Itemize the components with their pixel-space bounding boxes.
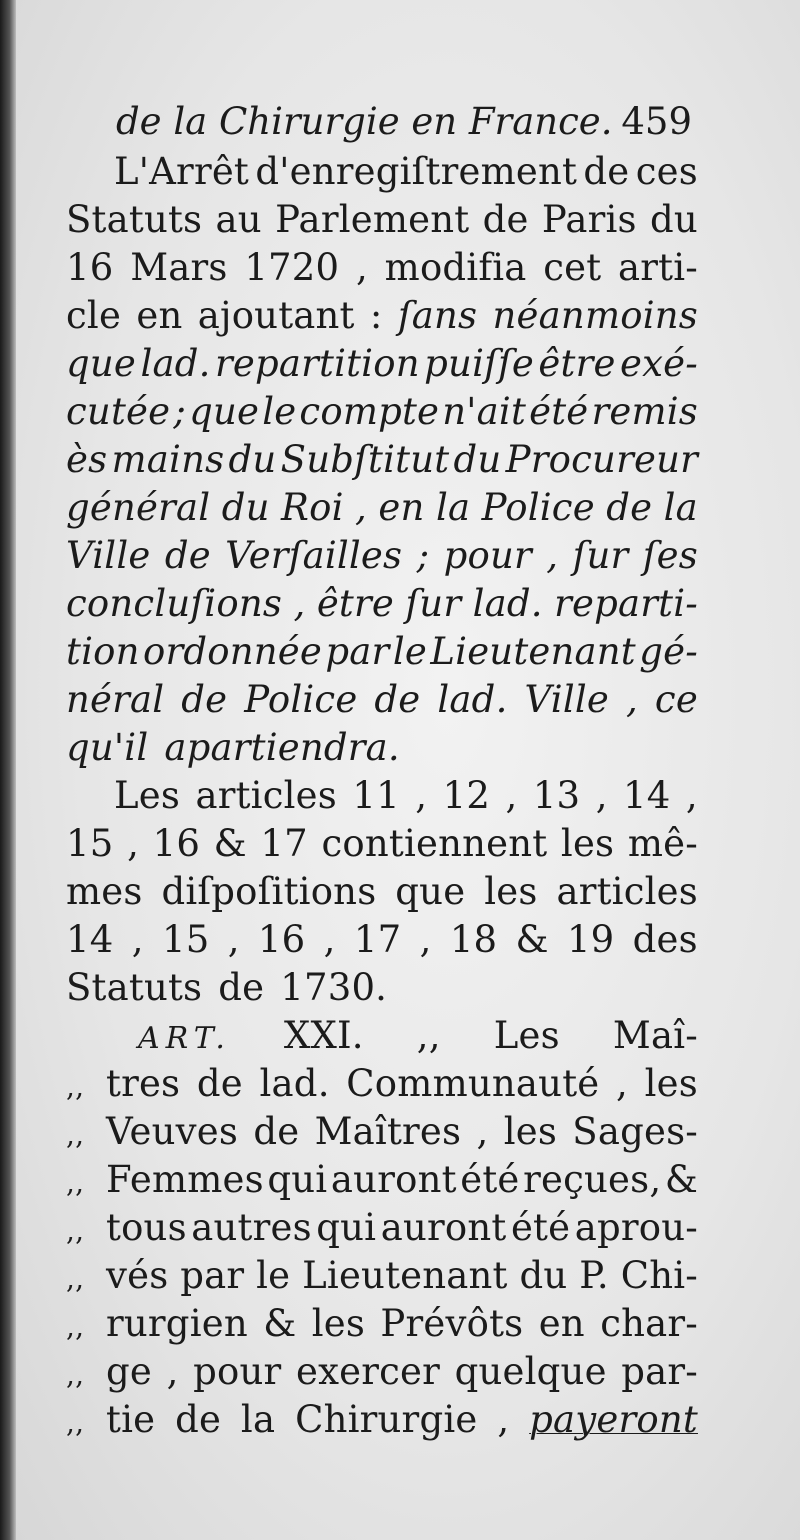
word: rurgien bbox=[106, 1302, 248, 1345]
word: par- bbox=[621, 1350, 698, 1393]
page-number: 459 bbox=[621, 100, 692, 143]
text-line bbox=[66, 820, 698, 868]
word: , bbox=[323, 918, 336, 961]
word: Statuts bbox=[66, 966, 203, 1009]
word: 15 bbox=[66, 822, 114, 865]
word: articles bbox=[556, 870, 698, 913]
word: ordonnée bbox=[143, 630, 322, 673]
word: , bbox=[293, 582, 306, 625]
word: que bbox=[66, 342, 137, 385]
quote-mark: ,, bbox=[66, 1310, 85, 1343]
word: apartiendra. bbox=[164, 726, 400, 769]
quoted-line bbox=[66, 1252, 698, 1300]
page-text bbox=[66, 96, 698, 1444]
word: ſes bbox=[642, 534, 698, 577]
word: exé- bbox=[620, 342, 698, 385]
word: des bbox=[632, 918, 698, 961]
text-line bbox=[66, 532, 698, 580]
word: ; bbox=[173, 390, 186, 433]
word: reçues, bbox=[523, 1158, 662, 1201]
word: par bbox=[180, 1254, 245, 1297]
word: général bbox=[66, 486, 211, 529]
article-number: XXI. bbox=[283, 1014, 364, 1057]
word: , bbox=[595, 774, 608, 817]
word: Ville bbox=[66, 534, 151, 577]
text-line bbox=[66, 244, 698, 292]
article-label: ART. bbox=[138, 1021, 231, 1056]
word: 17 bbox=[260, 822, 308, 865]
word: qui bbox=[316, 1206, 377, 1249]
word: Parlement bbox=[275, 198, 470, 241]
word: par bbox=[325, 630, 390, 673]
word: 12 bbox=[442, 774, 491, 817]
word: , bbox=[497, 1398, 510, 1441]
word: ge bbox=[106, 1350, 152, 1393]
word: la bbox=[435, 486, 471, 529]
word: , bbox=[505, 774, 518, 817]
word: reparti- bbox=[554, 582, 698, 625]
text-line bbox=[66, 772, 698, 820]
article-heading-line bbox=[66, 1012, 698, 1060]
text-line bbox=[66, 724, 698, 772]
word: ces bbox=[635, 150, 698, 193]
word: modifia bbox=[384, 246, 527, 289]
text-line bbox=[66, 292, 698, 340]
word: ſur bbox=[405, 582, 462, 625]
word: diſpoſitions bbox=[161, 870, 377, 913]
quoted-text bbox=[106, 1300, 698, 1348]
word: de bbox=[164, 534, 211, 577]
word: mains bbox=[111, 438, 225, 481]
word: pour bbox=[193, 1350, 282, 1393]
word: , bbox=[355, 246, 368, 289]
quoted-text bbox=[106, 1204, 698, 1252]
word: Mars bbox=[130, 246, 228, 289]
word: , bbox=[546, 534, 559, 577]
word: Sages- bbox=[572, 1110, 698, 1153]
word: au bbox=[215, 198, 262, 241]
word: de bbox=[606, 486, 653, 529]
word: & bbox=[664, 1158, 698, 1201]
word: Communauté bbox=[346, 1062, 600, 1105]
quoted-line bbox=[66, 1348, 698, 1396]
word: ſans bbox=[397, 294, 478, 337]
word: Maî- bbox=[612, 1014, 698, 1057]
running-header bbox=[66, 96, 698, 148]
word: 13 bbox=[532, 774, 581, 817]
word: les bbox=[503, 1110, 558, 1153]
word: : bbox=[369, 294, 383, 337]
word: Police bbox=[244, 678, 358, 721]
word: 15 bbox=[161, 918, 210, 961]
word: Veuves bbox=[106, 1110, 239, 1153]
word: ſur bbox=[572, 534, 629, 577]
quoted-text bbox=[106, 1396, 698, 1444]
word: payeront bbox=[529, 1398, 698, 1441]
word: 16 bbox=[152, 822, 201, 865]
quoted-text bbox=[106, 1252, 698, 1300]
word: , bbox=[616, 1062, 628, 1105]
word: mes bbox=[66, 870, 143, 913]
quote-mark: ,, bbox=[66, 1070, 85, 1103]
text-line bbox=[66, 436, 698, 484]
word: , bbox=[355, 486, 367, 529]
word: n'ait bbox=[442, 390, 527, 433]
word: ; bbox=[416, 534, 430, 577]
word: Lieutenant bbox=[430, 630, 636, 673]
word: les bbox=[644, 1062, 698, 1105]
word: , bbox=[227, 918, 240, 961]
word: de bbox=[482, 198, 529, 241]
word: remis bbox=[591, 390, 698, 433]
word: & bbox=[213, 822, 247, 865]
word: 16 bbox=[257, 918, 306, 961]
word: char- bbox=[600, 1302, 698, 1345]
word: exercer bbox=[295, 1350, 441, 1393]
word: 14 bbox=[66, 918, 114, 961]
word: lad. bbox=[437, 678, 508, 721]
word: arti- bbox=[618, 246, 698, 289]
word: 16 bbox=[66, 246, 114, 289]
quote-mark: ,, bbox=[66, 1118, 85, 1151]
word: 19 bbox=[566, 918, 615, 961]
word: le bbox=[256, 1254, 291, 1297]
word: , bbox=[476, 1110, 489, 1153]
quoted-line bbox=[66, 1396, 698, 1444]
page-gutter-shadow bbox=[0, 0, 16, 1540]
word: du bbox=[228, 438, 277, 481]
word: L'Arrêt bbox=[114, 150, 250, 193]
word: de bbox=[583, 150, 630, 193]
word: Statuts bbox=[66, 198, 203, 241]
word: compte bbox=[299, 390, 440, 433]
text-line bbox=[66, 964, 698, 1012]
word: Maîtres bbox=[314, 1110, 462, 1153]
word: Ville bbox=[524, 678, 609, 721]
word: 1730. bbox=[280, 966, 388, 1009]
word: concluſions bbox=[66, 582, 283, 625]
word: 14 bbox=[623, 774, 671, 817]
word: 17 bbox=[353, 918, 402, 961]
quoted-line bbox=[66, 1300, 698, 1348]
text-line bbox=[66, 484, 698, 532]
word: de bbox=[196, 1062, 243, 1105]
word: en bbox=[136, 294, 183, 337]
word: de bbox=[253, 1110, 300, 1153]
text-line bbox=[66, 340, 698, 388]
word: Lieutenant bbox=[302, 1254, 508, 1297]
quote-mark: ,, bbox=[66, 1358, 85, 1391]
word: Chi- bbox=[620, 1254, 698, 1297]
word: cet bbox=[543, 246, 602, 289]
word: de bbox=[175, 1398, 222, 1441]
word: lad. bbox=[140, 342, 211, 385]
word: du bbox=[453, 438, 502, 481]
quoted-line bbox=[66, 1108, 698, 1156]
word: Chirurgie bbox=[295, 1398, 478, 1441]
word: tie bbox=[106, 1398, 156, 1441]
word: du bbox=[650, 198, 698, 241]
text-line bbox=[66, 916, 698, 964]
word: auront bbox=[330, 1158, 457, 1201]
word: pour bbox=[443, 534, 532, 577]
quoted-line bbox=[66, 1204, 698, 1252]
word: néral bbox=[66, 678, 165, 721]
word: & bbox=[263, 1302, 297, 1345]
word: , bbox=[685, 774, 698, 817]
word: Verſailles bbox=[225, 534, 403, 577]
word: lad. bbox=[259, 1062, 330, 1105]
word: , bbox=[166, 1350, 179, 1393]
word: de bbox=[374, 678, 421, 721]
word: contiennent bbox=[321, 822, 548, 865]
word: quelque bbox=[454, 1350, 607, 1393]
word: être bbox=[316, 582, 394, 625]
word: puiſſe bbox=[424, 342, 534, 385]
text-line bbox=[66, 148, 698, 196]
quoted-line bbox=[66, 1156, 698, 1204]
text-line bbox=[66, 628, 698, 676]
text-line bbox=[66, 388, 698, 436]
word: , bbox=[625, 678, 638, 721]
word: en bbox=[538, 1302, 585, 1345]
word: auront bbox=[380, 1206, 507, 1249]
word: été bbox=[529, 390, 589, 433]
word: Les bbox=[114, 774, 181, 817]
word: du bbox=[519, 1254, 568, 1297]
word: que bbox=[189, 390, 260, 433]
quote-mark: ,, bbox=[66, 1166, 85, 1199]
word: 11 bbox=[352, 774, 400, 817]
word: Police bbox=[481, 486, 595, 529]
body-text bbox=[66, 148, 698, 1444]
word: vés bbox=[106, 1254, 169, 1297]
word: d'enregiſtrement bbox=[255, 150, 578, 193]
word: , bbox=[419, 918, 432, 961]
word: , bbox=[131, 918, 144, 961]
word: P. bbox=[579, 1254, 609, 1297]
word: , bbox=[127, 822, 140, 865]
word: lad. bbox=[472, 582, 543, 625]
quoted-text bbox=[106, 1348, 698, 1396]
word: tous bbox=[106, 1206, 187, 1249]
word: en bbox=[378, 486, 425, 529]
word: 1720 bbox=[244, 246, 340, 289]
word: Subſtitut bbox=[280, 438, 450, 481]
quote-mark: ,, bbox=[66, 1262, 85, 1295]
word: aprou- bbox=[574, 1206, 698, 1249]
word: ajoutant bbox=[197, 294, 355, 337]
word: autres bbox=[191, 1206, 312, 1249]
word: qu'il bbox=[66, 726, 149, 769]
word: gé- bbox=[639, 630, 698, 673]
word: la bbox=[240, 1398, 276, 1441]
word: , bbox=[415, 774, 428, 817]
opening-quote-mark: ,, bbox=[416, 1014, 441, 1057]
word: Paris bbox=[541, 198, 637, 241]
word: le bbox=[262, 390, 297, 433]
word: cle bbox=[66, 294, 122, 337]
word: la bbox=[663, 486, 698, 529]
word: Femmes bbox=[106, 1158, 264, 1201]
text-line bbox=[66, 676, 698, 724]
word: Les bbox=[493, 1014, 560, 1057]
text-line bbox=[66, 868, 698, 916]
word: ce bbox=[654, 678, 698, 721]
word: que bbox=[395, 870, 466, 913]
word: repartition bbox=[215, 342, 420, 385]
word: néanmoins bbox=[492, 294, 698, 337]
word: les bbox=[560, 822, 615, 865]
quoted-line bbox=[66, 1060, 698, 1108]
running-title: de la Chirurgie en France. bbox=[116, 100, 613, 143]
word: été bbox=[460, 1158, 520, 1201]
word: cutée bbox=[66, 390, 171, 433]
quote-mark: ,, bbox=[66, 1214, 85, 1247]
word: qui bbox=[267, 1158, 328, 1201]
quoted-text bbox=[106, 1060, 698, 1108]
word: Procureur bbox=[505, 438, 698, 481]
word: les bbox=[484, 870, 538, 913]
word: Prévôts bbox=[380, 1302, 524, 1345]
word: Roi bbox=[281, 486, 344, 529]
word: tres bbox=[106, 1062, 181, 1105]
word: mê- bbox=[627, 822, 698, 865]
quoted-text bbox=[106, 1108, 698, 1156]
word: ès bbox=[66, 438, 108, 481]
word: tion bbox=[66, 630, 140, 673]
word: 18 bbox=[449, 918, 498, 961]
word: du bbox=[221, 486, 270, 529]
quoted-text bbox=[106, 1156, 698, 1204]
word: de bbox=[218, 966, 265, 1009]
word: les bbox=[311, 1302, 366, 1345]
word: été bbox=[510, 1206, 571, 1249]
word: être bbox=[538, 342, 616, 385]
quote-mark: ,, bbox=[66, 1406, 85, 1439]
word: articles bbox=[195, 774, 337, 817]
text-line bbox=[66, 580, 698, 628]
word: & bbox=[515, 918, 549, 961]
text-line bbox=[66, 196, 698, 244]
word: de bbox=[181, 678, 228, 721]
word: le bbox=[392, 630, 427, 673]
